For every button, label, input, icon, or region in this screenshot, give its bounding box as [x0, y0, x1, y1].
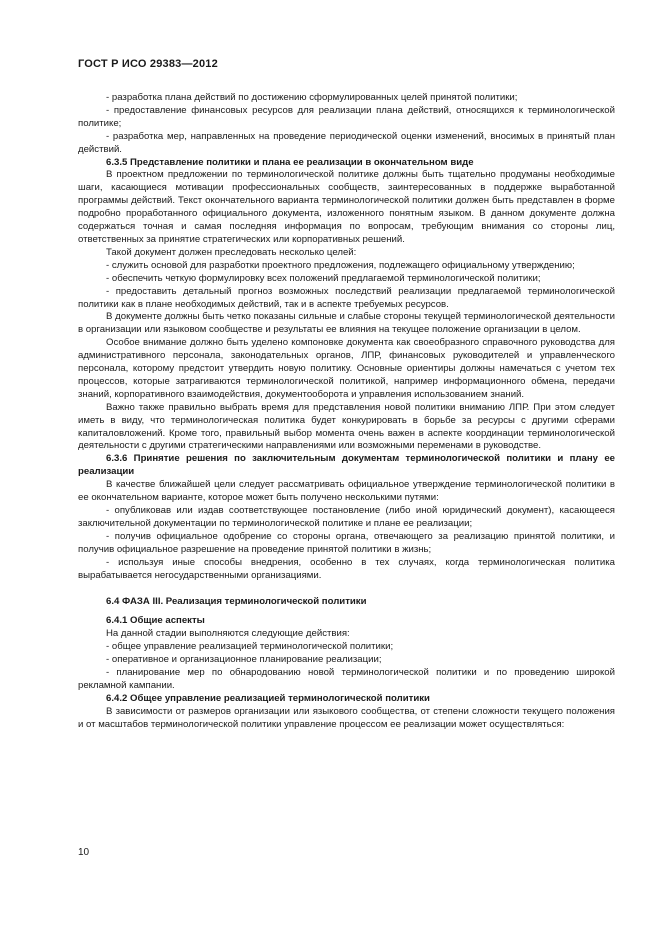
major-section-heading: 6.4 ФАЗА III. Реализация терминологической политики [106, 596, 367, 608]
paragraph: Важно также правильно выбрать время для представления новой политики вниманию ЛПР. При этом следует иметь в виду, что терминологическая политика будет конкурировать в борьбе за ресурсы с другими сферами капиталовложений. Кроме того, правильный выбор момента очень важен в аспекте координации терминологической деятельности с другими стратегическими направлениями или возможными переменами в руководстве. [78, 401, 615, 452]
document-header: ГОСТ Р ИСО 29383—2012 [78, 58, 218, 70]
paragraph: В зависимости от размеров организации или языкового сообщества, от степени сложности текущего положения и от масштабов терминологической политики управление процессом ее реализации может осуществляться: [78, 705, 615, 730]
paragraph: - служить основой для разработки проектного предложения, подлежащего официальному утверждению; [106, 259, 575, 271]
paragraph: - получив официальное одобрение со стороны органа, отвечающего за реализацию принятой политики, и получив официальное разрешение на проведение принятой политики в жизнь; [78, 530, 615, 555]
paragraph: - общее управление реализацией терминологической политики; [106, 641, 394, 653]
paragraph: - разработка плана действий по достижению сформулированных целей принятой политики; [106, 92, 518, 103]
paragraph: В проектном предложении по терминологической политике должны быть тщательно продуманы необходимые шаги, касающиеся мотивации профессиональных сообществ, заинтересованных в поддержке выработанной программы действий. Текст окончательного варианта терминологической политики должен быть представлен в форме подробно проработанного официального документа, изложенного понятным языком. В данном документе должна содержаться точная и самая последняя информация по вопросам, требующим внимания со стороны лиц, ответственных за принятие стратегических или корпоративных решений. [78, 169, 615, 245]
paragraph: - разработка мер, направленных на проведение периодической оценки изменений, вносимых в принятый план действий. [78, 130, 615, 155]
section-heading: 6.4.1 Общие аспекты [106, 615, 205, 627]
paragraph: Такой документ должен преследовать несколько целей: [106, 246, 357, 258]
paragraph: На данной стадии выполняются следующие действия: [106, 628, 350, 640]
page-number: 10 [78, 847, 90, 858]
paragraph: - планирование мер по обнародованию новой терминологической политики и по проведению широкой рекламной кампании. [78, 666, 615, 691]
paragraph: - используя иные способы внедрения, особенно в тех случаях, когда терминологическая политика вырабатывается негосударственными организациями. [78, 556, 615, 581]
paragraph: В качестве ближайшей цели следует рассматривать официальное утверждение терминологической политики в ее окончательном варианте, которое может быть получено несколькими путями: [78, 479, 615, 504]
document-body [78, 92, 615, 732]
section-heading: 6.4.2 Общее управление реализацией терминологической политики [106, 692, 430, 704]
paragraph: - предоставить детальный прогноз возможных последствий реализации предлагаемой терминологической политики как в плане необходимых действий, так и в аспекте требуемых ресурсов. [78, 285, 615, 310]
paragraph: - предоставление финансовых ресурсов для реализации плана действий, относящихся к терминологической политике; [78, 104, 615, 129]
paragraph: - обеспечить четкую формулировку всех положений предлагаемой терминологической политики; [106, 272, 541, 284]
paragraph: - оперативное и организационное планирование реализации; [106, 654, 382, 666]
section-heading: 6.3.5 Представление политики и плана ее реализации в окончательном виде [106, 156, 474, 168]
paragraph: - опубликовав или издав соответствующее постановление (либо иной юридический документ), касающееся заключительной документации по терминологической политике и плане ее реализации; [78, 505, 615, 529]
paragraph: Особое внимание должно быть уделено компоновке документа как своеобразного справочного руководства для административного персонала, законодательных органов, ЛПР, финансовых руководителей и управленческого персонала, которому предстоит утвердить новую политику. Основные ориентиры должны намечаться с учетом тех процессов, которые затрагиваются терминологической политикой, например информационного обмена, передачи знаний, корпоративного взаимодействия, документооборота и управления использованием знаний. [78, 337, 615, 400]
section-heading: 6.3.6 Принятие решения по заключительным документам терминологической политики и плану ее реализации [78, 453, 615, 478]
paragraph: В документе должны быть четко показаны сильные и слабые стороны текущей терминологической деятельности в организации или языковом сообществе и результаты ее влияния на текущее положение организации в целом. [78, 311, 615, 336]
